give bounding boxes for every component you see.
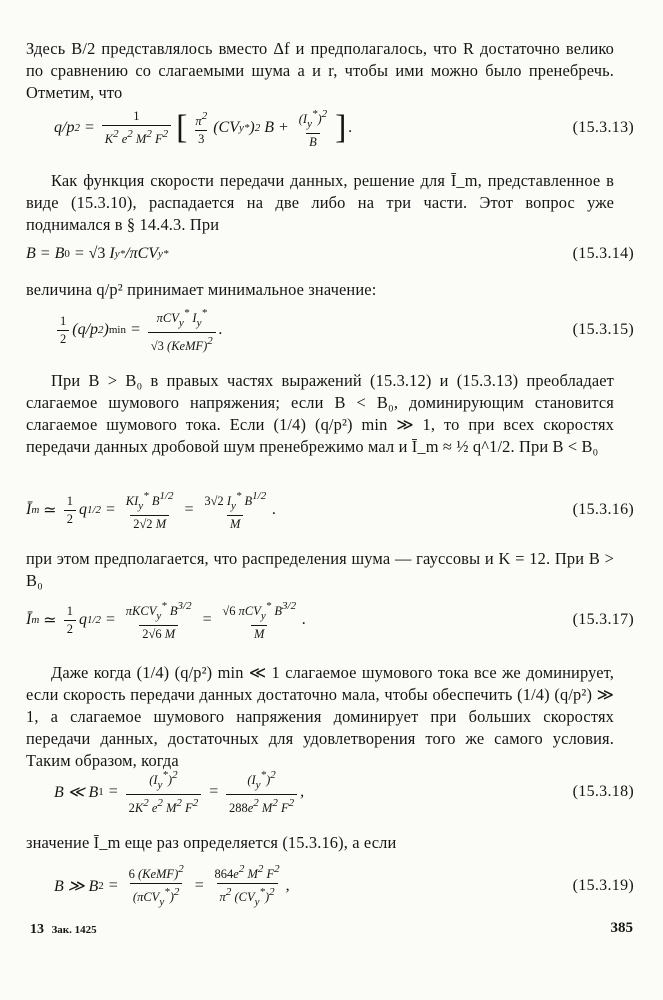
equation-number: (15.3.15) (572, 321, 634, 338)
equation-body: B ≫ B 2 = $\frac{\text{6 (KeMF)2}}{\text{(πCVy*)2}}$ = $\frac{864e2 M2 F2}{\text{π2 (CVy*)2}}$ , (54, 863, 290, 908)
paragraph-6: Даже когда (1/4) (q/p²) min ≪ 1 слагаемое шумового тока все же доминирует, если скорость передачи данных достаточно мала, чтобы обеспечить (1/4) (q/p²) ≫ 1, а слагаемое шумового напряжения доминирует при больших скоростях передачи данных, достаточных для удовлетворения того же самого условия. Таким образом, когда (26, 663, 614, 770)
equation-15-3-19 (26, 862, 638, 910)
equation-15-3-17 (26, 596, 638, 644)
equation-body: q/p 2 = $\frac{1}{K2 e2 M2 F2}$ [ $\frac{\pi 2}{3}$ (CV y * ) 2 B + $\frac{(Iy*)2}{B}$ ] . (54, 107, 353, 149)
paragraph-5: при этом предполагается, что распределения шума — гауссовы и K = 12. При B > B₀ (26, 549, 614, 590)
equation-15-3-18 (26, 768, 638, 816)
equation-15-3-15 (26, 306, 638, 354)
equation-body: B ≪ B 1 = $\frac{(Iy*)2}{2K2 e2 M2 F2}$ = $\frac{(Iy*)2}{288e2 M2 F2}$ , (54, 769, 305, 815)
equation-number: (15.3.13) (572, 119, 634, 136)
printer-signature (30, 922, 97, 938)
paragraph-4: При B > B₀ в правых частях выражений (15.3.12) и (15.3.13) преобладает слагаемое шумового напряжения; если B < B₀, доминирующим становится слагаемое шумового тока. Если (1/4) (q/p²) min ≫ 1, то при всех скоростях передачи данных дробовой шум пренебрежимо мал и Ī_m ≈ ½ q^1/2. При B < B₀ (26, 371, 614, 456)
equation-body: B = B 0 = √3 I y * /πCV y * (26, 245, 169, 262)
equation-15-3-14 (26, 230, 638, 278)
paragraph-2: Как функция скорости передачи данных, решение для Ī_m, представленное в виде (15.3.10), распадается на две либо на три части. Этот вопрос уже поднимался в § 14.4.3. При (26, 171, 614, 234)
equation-number: (15.3.17) (572, 611, 634, 628)
equation-15-3-13 (26, 104, 638, 152)
equation-number: (15.3.16) (572, 501, 634, 518)
signature-number: 13 (30, 922, 44, 937)
equation-number: (15.3.19) (572, 877, 634, 894)
equation-body: Ī m ≃ $\frac{1}{2}$ q 1/2 = $\frac{\text{πKCVy* B3/2}}{2√6 M}$ = $\frac{\text{√6 πCVy* B3/2}}{M}$ . (26, 599, 307, 641)
equation-15-3-16 (26, 486, 638, 534)
page-number: 385 (610, 920, 633, 936)
equation-number: (15.3.18) (572, 783, 634, 800)
equation-body: $\frac{1}{2}$ (q/p 2 ) min = $\frac{\text{πCVy* Iy*}}{\text{√3 (KeMF)2}}$ . (54, 306, 223, 354)
order-number: Зак. 1425 (51, 924, 97, 936)
paragraph-1: Здесь B/2 представлялось вместо Δf и предполагалось, что R достаточно велико по сравнению со слагаемыми шума a и r, чтобы ими можно было пренебречь. Отметим, что (26, 39, 614, 102)
equation-number: (15.3.14) (572, 245, 634, 262)
paragraph-7: значение Ī_m еще раз определяется (15.3.16), а если (26, 833, 397, 852)
equation-body: Ī m ≃ $\frac{1}{2}$ q 1/2 = $\frac{\text{KIy* B1/2}}{2√2 M}$ = $\frac{3√2 Iy* B1/2}{M}$ . (26, 489, 277, 531)
paragraph-3: величина q/p² принимает минимальное значение: (26, 280, 377, 299)
